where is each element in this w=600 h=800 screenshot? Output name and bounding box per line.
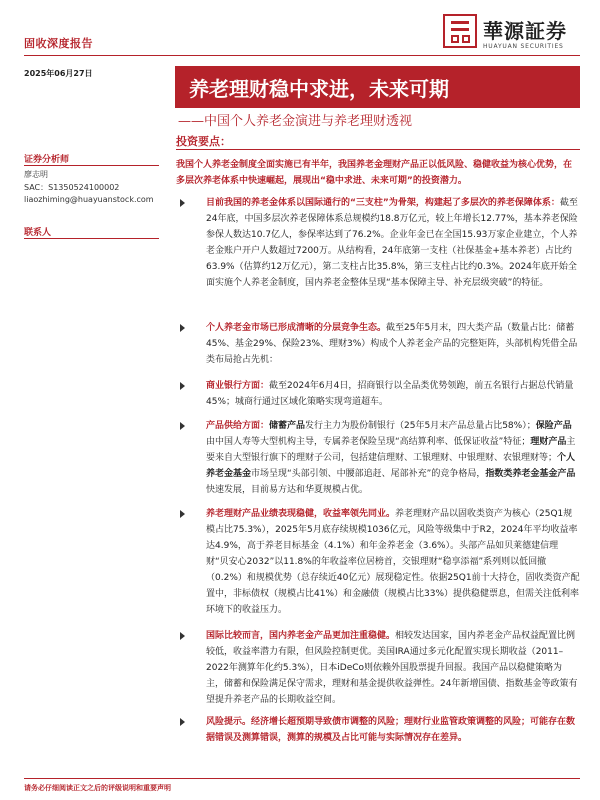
bullet-pension-system xyxy=(176,195,580,291)
product-insurance: 保险产品 xyxy=(535,421,572,431)
bullet-arrow-icon xyxy=(180,199,185,207)
product-wealth: 理财产品 xyxy=(530,437,567,447)
bullet-arrow-icon xyxy=(180,324,185,332)
summary-label: 投资要点： xyxy=(176,135,231,148)
analyst-email[interactable]: liaozhiming@huayuanstock.com xyxy=(24,195,154,204)
contact-section-title: 联系人 xyxy=(24,228,52,238)
product-insurance-text: 由中国人寿等大型机构主导，专属养老保险呈现“高结算利率、低保证收益”特征； xyxy=(206,437,531,447)
risk-warning: 风险提示。经济增长超预期导致债市调整的风险；理财行业监管政策调整的风险；可能存在数据错误及测算错误，测算的规模及占比可能与实际情况存在差异。 xyxy=(206,717,576,743)
bullet-arrow-icon xyxy=(180,422,185,430)
bullet-body: 截至25年5月末，四大类产品（数量占比：储蓄45%、基金29%、保险23%、理财3%）构成个人养老金产品的完整矩阵，头部机构凭借全品类布局抢占先机： xyxy=(206,323,578,365)
bullet-arrow-icon xyxy=(180,510,185,518)
bullet-international xyxy=(176,628,580,708)
product-wealth-text: 主要来自大型银行旗下的理财子公司，包括建信理财、工银理财、中银理财、农银理财等； xyxy=(206,437,576,463)
bullet-performance xyxy=(176,506,580,618)
company-logo xyxy=(443,12,583,60)
bullet-risk xyxy=(176,714,580,746)
bullet-body: 截至24年底，中国多层次养老保障体系总规模约18.8万亿元，较上年增长12.77%，基本养老保险参保人数达10.7亿人，参保率达到了76.2%。企业年金已在全国15.93万家企业建立，个人养老金账户开户人数超过7200万。从结构看，24年底第一支柱（社保基金+基本养老）占比约63.9%（估算约12万亿元），第二支柱占比35.8%，第三支柱占比约0.3%。2024年底开始全面实施个人养老金制度，国内养老金整体呈现“基本保障主导、补充层级突破”的特征。 xyxy=(206,198,578,288)
summary-divider xyxy=(176,149,580,150)
bullet-product-supply xyxy=(176,418,580,498)
bullet-body: 截至2024年6月4日，招商银行以全品类优势领跑，前五名银行占据总代销量45%；城商行通过区域化策略实现弯道超车。 xyxy=(206,381,574,407)
bullet-lead: 目前我国的养老金体系以国际通行的“三支柱”为骨架，构建起了多层次的养老保障体系： xyxy=(206,198,560,208)
bullet-arrow-icon xyxy=(180,718,185,726)
analyst-section-title: 证券分析师 xyxy=(24,155,70,165)
report-category: 固收深度报告 xyxy=(24,37,93,50)
product-index-fund: 指数类养老金基金产品 xyxy=(485,469,576,479)
bullet-commercial-banks xyxy=(176,378,580,410)
analyst-sac: SAC：S1350524100002 xyxy=(24,183,120,192)
bullet-lead: 个人养老金市场已形成清晰的分层竞争生态。 xyxy=(206,323,387,333)
footer-disclaimer: 请务必仔细阅读正文之后的评级说明和重要声明 xyxy=(24,784,171,792)
logo-en-text: HUAYUAN SECURITIES xyxy=(483,43,564,50)
product-fund: 个人养老金基金 xyxy=(206,453,576,479)
title-banner xyxy=(175,66,580,108)
product-savings-text: 发行主力为股份制银行（25年5月末产品总量占比58%）； xyxy=(305,421,536,431)
bullet-lead: 养老理财产品业绩表现稳健，收益率领先同业。 xyxy=(206,509,396,519)
bullet-body: 相较发达国家，国内养老金产品权益配置比例较低，收益率潜力有限，但风险控制更优。美国IRA通过多元化配置实现长期收益（2011–2022年测算年化约5.3%），日本iDeCo则依赖外国股票提升回报。我国产品以稳健策略为主，储蓄和保险满足保守需求，理财和基金提供收益弹性。24年新增国债、指数基金等政策有望提升养老产品的长期收益空间。 xyxy=(206,631,578,705)
product-index-fund-text: 快速发展，目前易方达和华夏规模占优。 xyxy=(206,485,369,495)
logo-cn-text: 華源証券 xyxy=(483,19,567,43)
seal-icon xyxy=(443,14,477,48)
product-fund-text: 市场呈现“头部引领、中腰部追赶、尾部补充”的竞争格局， xyxy=(251,469,486,479)
footer-divider xyxy=(24,778,580,779)
contact-divider xyxy=(24,238,159,239)
report-subtitle: ——中国个人养老金演进与养老理财透视 xyxy=(178,114,413,129)
bullet-lead: 国际比较而言，国内养老金产品更加注重稳健。 xyxy=(206,631,396,641)
bullet-market-ecosystem xyxy=(176,320,580,368)
report-title: 养老理财稳中求进，未来可期 xyxy=(189,77,449,101)
report-date: 2025年06月27日 xyxy=(24,69,93,78)
bullet-arrow-icon xyxy=(180,382,185,390)
header-divider xyxy=(24,55,580,56)
analyst-divider xyxy=(24,165,159,166)
product-savings: 储蓄产品 xyxy=(269,421,306,431)
bullet-body: 养老理财产品以固收类资产为核心（25Q1规模占比75.3%），2025年5月底存续规模1036亿元，风险等级集中于R2，2024年平均收益率达4.9%，高于养老目标基金（4.1%）和年金养老金（3.6%）。头部产品如贝莱德建信理财“贝安心2032”以11.8%的年收益率位居榜首，交银理财“稳享添福”系列则以低回撤（0.2%）和规模优势（总存续近40亿元）展现稳定性。依据25Q1前十大持仓，固收类资产配置中，非标债权（规模占比41%）和金融债（规模占比33%）提供稳健票息，但需关注低利率环境下的收益压力。 xyxy=(206,509,580,615)
intro-paragraph: 我国个人养老金制度全面实施已有半年，我国养老金理财产品正以低风险、稳健收益为核心优势，在多层次养老体系中快速崛起，展现出“稳中求进、未来可期”的投资潜力。 xyxy=(176,160,573,186)
bullet-arrow-icon xyxy=(180,632,185,640)
analyst-name: 廖志明 xyxy=(24,170,48,179)
bullet-lead: 产品供给方面： xyxy=(206,421,270,431)
bullet-lead: 商业银行方面： xyxy=(206,381,270,391)
